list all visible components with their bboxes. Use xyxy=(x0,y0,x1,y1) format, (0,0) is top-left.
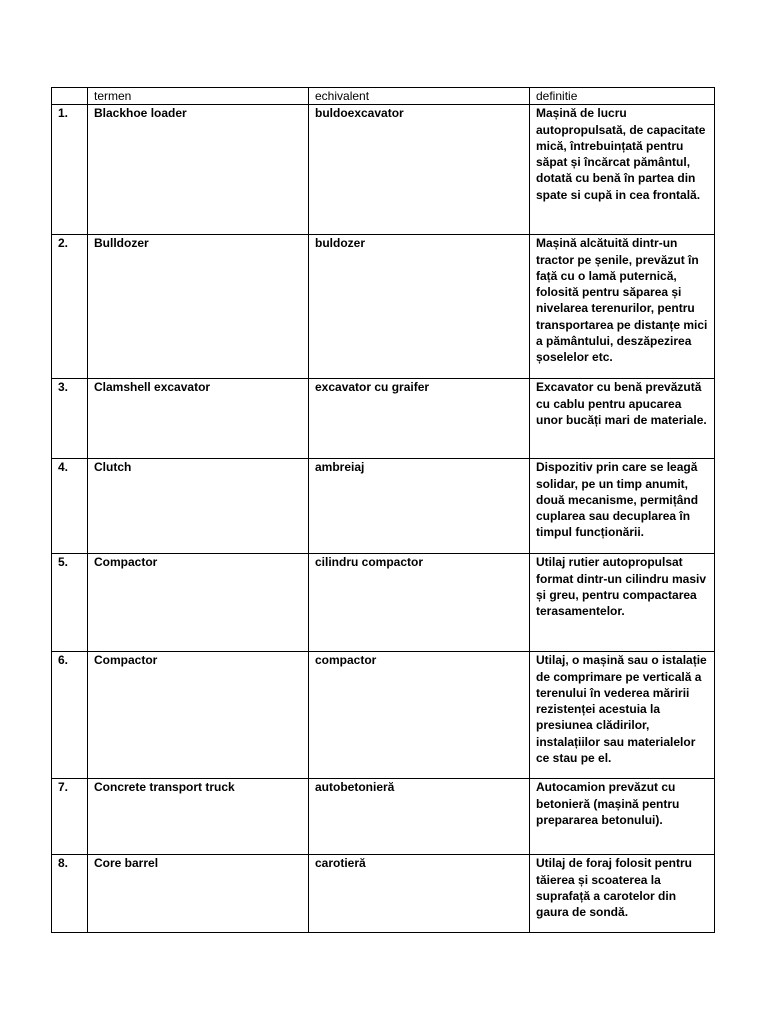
row-term: Clamshell excavator xyxy=(88,379,309,459)
header-cell-definition: definitie xyxy=(530,88,715,105)
header-cell-equivalent: echivalent xyxy=(309,88,530,105)
row-number: 7. xyxy=(52,779,88,855)
header-cell-term: termen xyxy=(88,88,309,105)
row-number: 3. xyxy=(52,379,88,459)
row-number: 6. xyxy=(52,652,88,779)
row-equivalent: carotieră xyxy=(309,855,530,933)
row-equivalent: buldozer xyxy=(309,235,530,379)
row-definition: Dispozitiv prin care se leagă solidar, pe un timp anumit, două mecanisme, permițând cuplarea sau decuplarea în timpul funcționării. xyxy=(530,459,715,554)
row-definition: Utilaj de foraj folosit pentru tăierea și scoaterea la suprafață a carotelor din gaura de sondă. xyxy=(530,855,715,933)
table-row xyxy=(52,779,715,855)
row-definition: Mașină alcătuită dintr-un tractor pe șenile, prevăzut în față cu o lamă puternică, folosită pentru săparea și nivelarea terenurilor, pentru transportarea pe distanțe mici a pământului, deszăpezirea șoselelor etc. xyxy=(530,235,715,379)
header-row xyxy=(52,88,715,105)
table-row xyxy=(52,379,715,459)
row-definition: Autocamion prevăzut cu betonieră (mașină pentru prepararea betonului). xyxy=(530,779,715,855)
row-number: 5. xyxy=(52,554,88,652)
row-term: Blackhoe loader xyxy=(88,105,309,235)
row-term: Core barrel xyxy=(88,855,309,933)
row-number: 2. xyxy=(52,235,88,379)
row-equivalent: buldoexcavator xyxy=(309,105,530,235)
table-row xyxy=(52,105,715,235)
row-number: 4. xyxy=(52,459,88,554)
row-equivalent: cilindru compactor xyxy=(309,554,530,652)
row-term: Compactor xyxy=(88,554,309,652)
row-number: 1. xyxy=(52,105,88,235)
table-row xyxy=(52,652,715,779)
row-equivalent: excavator cu graifer xyxy=(309,379,530,459)
row-term: Concrete transport truck xyxy=(88,779,309,855)
row-number: 8. xyxy=(52,855,88,933)
row-definition: Excavator cu benă prevăzută cu cablu pentru apucarea unor bucăți mari de materiale. xyxy=(530,379,715,459)
row-equivalent: ambreiaj xyxy=(309,459,530,554)
table-row xyxy=(52,235,715,379)
row-term: Compactor xyxy=(88,652,309,779)
row-definition: Mașină de lucru autopropulsată, de capacitate mică, întrebuințată pentru săpat și încărcat pământul, dotată cu benă în partea din spate si cupă in cea frontală. xyxy=(530,105,715,235)
row-term: Clutch xyxy=(88,459,309,554)
header-cell-number xyxy=(52,88,88,105)
row-term: Bulldozer xyxy=(88,235,309,379)
row-definition: Utilaj, o mașină sau o istalație de comprimare pe verticală a terenului în vederea măririi rezistenței acestuia la presiunea clădirilor, instalațiilor sau materialelor ce stau pe el. xyxy=(530,652,715,779)
row-definition: Utilaj rutier autopropulsat format dintr-un cilindru masiv și greu, pentru compactarea terasamentelor. xyxy=(530,554,715,652)
glossary-table xyxy=(51,87,715,933)
table-row xyxy=(52,855,715,933)
table-row xyxy=(52,459,715,554)
row-equivalent: compactor xyxy=(309,652,530,779)
table-row xyxy=(52,554,715,652)
row-equivalent: autobetonieră xyxy=(309,779,530,855)
